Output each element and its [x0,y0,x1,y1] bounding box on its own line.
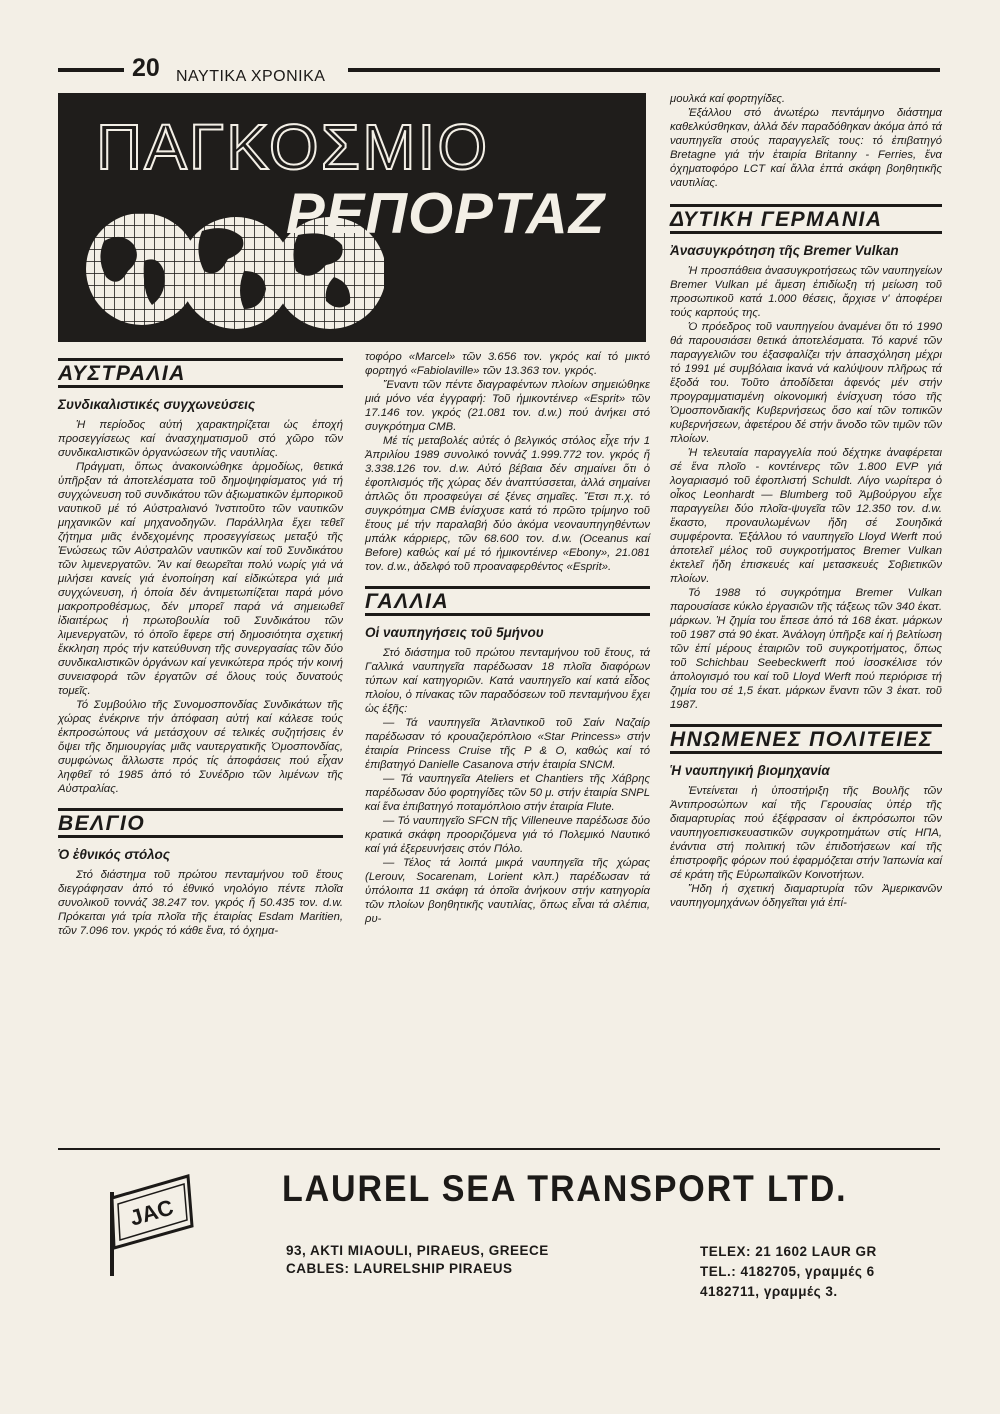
paragraph: Ἤδη ἡ σχετική διαμαρτυρία τῶν Ἀμερικανῶν ναυπηγομηχάνων ὁδηγεῖται γιά ἐπί- [670,883,942,909]
subtitle-west-germany: Ἀνασυγκρότηση τῆς Bremer Vulkan [670,243,899,258]
jac-flag-logo-icon [92,1168,204,1280]
paragraph: Πράγματι, ὅπως ἀνακοινώθηκε ἁρμοδίως, θετικά ὑπῆρξαν τά ἀποτελέσματα τοῦ δημοψηφίσματος γιά τή συγχώνευση τοῦ συνδικάτου τῶν ἀξιωματικῶν ἐμπορικοῦ ναυτικοῦ μέ τό Αὐστραλιανό Ἰνστιτοῦτο τῶν ναυτικῶν μηχανικῶν καί μηχανοδηγῶν. Παράλληλα ἔχει τεθεῖ ζήτημα μιᾶς ἐνδεχομένης προσεγγίσεως μεταξύ τῆς Ἑνώσεως τῶν Αὐστραλῶν ναυτικῶν καί τοῦ Συνδικάτου τῶν λιμενεργατῶν. Ἄν καί θεωρεῖται πολύ νωρίς γιά νά μιλήσει κανείς γιά ἑνοποίηση καί εἰδικώτερα γιά μιά συγχώνευση, ἡ ὁποία δέν ἀντιμετωπίζεται παρά μόνο μακροπροθέσμως, δέν μπορεῖ παρά νά σημειωθεῖ ἰδιαιτέρως ἡ πρωτοβουλία τοῦ Συνδικάτου τῶν λιμενεργατῶν, τό ὁποῖο ἔφερε στή δημοσιότητα σχετική ἔκκληση πρός τήν κατεύθυνση τῆς συνεργασίας τῶν δύο συνδικαλιστικῶν ὀργάνων καί γενικώτερα πρός τήν κοινή συνεισφορά τῶν ἐργατῶν σέ ὅλους τούς δυνατούς τομεῖς. [58,461,343,697]
paragraph: Ἐξάλλου στό ἀνωτέρω πεντάμηνο διάστημα καθελκύσθηκαν, ἀλλά δέν παραδόθηκαν ἀκόμα ἀπό τά ναυπηγεῖα στούς παραγγελεῖς τους: τό ἐπιβατηγό Bretagne γιά τήν ἑταιρία Britanny - Ferries, ἕνα ὀχηματοφόρο LCT καί ἄλλα ἑπτά σκάφη βοηθητικῆς ναυτιλίας. [670,107,942,189]
column-2 [365,350,650,926]
ad-tel-line: 4182711, γραμμές 3. [700,1284,838,1299]
paragraph: Ὁ πρόεδρος τοῦ ναυπηγείου ἀναμένει ὅτι τό 1990 θά παρουσιάσει θετικά ἀποτελέσματα. Τό καρνέ τῶν παραγγελιῶν του ἐξασφαλίζει τήν ἀπασχόληση μέχρι τό 1991 μέ συμβόλαια ἱκανά νά καλύψουν πλῆρως τά ἔξοδά του. Τοῦτο ἀποδίδεται ἀφενός μέν στήν προγραμματισμένη οἰκονομική ἐνίσχυση τόσο τῆς Ὁμοσπονδιακῆς Κυβερνήσεως ὅσο καί τῶν τοπικῶν κυβερνήσεων, ἀφετέρου δέ στήν ἄνοδο τῶν τιμῶν τῶν πλοίων. [670,321,942,445]
section-title-australia: ΑΥΣΤΡΑΛΙΑ [58,358,343,388]
ad-telex: TELEX: 21 1602 LAUR GR [700,1244,877,1259]
section-title-belgium: ΒΕΛΓΙΟ [58,808,343,838]
paragraph: — Τά ναυπηγεῖα Ateliers et Chantiers τῆς Χάβρης παρέδωσαν δύο φορτηγίδες τῶν 50 μ. στήν ἑταιρία SNPL καί ἕνα ἐπιβατηγό ποταμόπλοιο στήν ἑταιρία Flute. [365,773,650,813]
subtitle-united-states: Ἡ ναυπηγική βιομηχανία [670,763,830,778]
column-3 [670,92,942,910]
page-number: 20 [132,54,160,82]
logo-text: JAC [126,1194,177,1231]
paragraph: Ἔναντι τῶν πέντε διαγραφέντων πλοίων σημειώθηκε μιά μόνο νέα ἐγγραφή: Τοῦ ἡμικοντέινερ «Esprit» τῶν 17.146 τον. γκρός (21.081 τον. d.w.) πού ἀνήκει στό συγκρότημα CMB. [365,379,650,433]
paragraph: τοφόρο «Marcel» τῶν 3.656 τον. γκρός καί τό μικτό φορτηγό «Fabiolaville» τῶν 13.363 τον. γκρός. [365,351,650,377]
ad-top-rule [58,1148,940,1150]
header-rule-left [58,68,124,72]
paragraph: Ἡ περίοδος αὐτή χαρακτηρίζεται ὡς ἐποχή προσεγγίσεως καί ἀνασχηματισμοῦ στό χῶρο τῶν συνδικαλιστικῶν ὀργανώσεων τῆς ναυτιλίας. [58,419,343,459]
ad-address [286,1242,549,1278]
paragraph: Τό 1988 τό συγκρότημα Bremer Vulkan παρουσίασε κύκλο ἐργασιῶν τῆς τάξεως τῶν 340 ἑκατ. μάρκων. Ἡ ζημία του ἔπεσε ἀπό τά 168 ἑκατ. μάρκων τοῦ 1987 στά 90 ἑκατ. Ἀνάλογη ὑπῆρξε καί ἡ βελτίωση τῶν ἐπί μέρους ἑταιριῶν τοῦ συγκροτήματος, ὅπως τοῦ Schichbau Seebeckwerft πού ἰσοσκέλισε τόν ἀπολογισμό του καί τοῦ Lloyd Werft πού περιόρισε τή ζημία του σέ 1,5 ἑκατ. μάρκων ἔναντι τῶν 3 ἑκατ. τοῦ 1987. [670,587,942,711]
paragraph: Μέ τίς μεταβολές αὐτές ὁ βελγικός στόλος εἶχε τήν 1 Ἀπριλίου 1989 συνολικό τοννάζ 1.999.772 τον. γκρός ἤ 3.338.126 τον. d.w. Αὐτό βέβαια δέν σημαίνει ὅτι ὁ ἐφοπλισμός τῆς χώρας δέν ἀναπτύσσεται, ἀλλά σημαίνει ἁπλῶς ὅτι προσφεύγει σέ ξένες σημαῖες. Ἔτσι π.χ. τό συγκρότημα CMB ἐνίσχυσε κατά τό πρῶτο τρίμηνο τοῦ ἔτους μέ τήν παραλαβή δύο ἀκόμα νεοναυπηγηθέντων μπάλκ κάρριερς, τῶν 68.600 τον. d.w. (Oceanus καί Before) καθώς καί μέ τό ἡμικοντέινερ «Ebony», 21.081 τον. d.w., ἀδελφό τοῦ προαναφερθέντος «Esprit». [365,435,650,573]
paragraph: — Τό ναυπηγεῖο SFCN τῆς Villeneuve παρέδωσε δύο κρατικά σκάφη προοριζόμενα γιά τό Πολεμικό Ναυτικό καί γιά ἐξερευνήσεις στόν Πόλο. [365,815,650,855]
section-title-united-states: ΗΝΩΜΕΝΕΣ ΠΟΛΙΤΕΙΕΣ [670,724,942,754]
ad-cables-line: CABLES: LAURELSHIP PIRAEUS [286,1261,513,1276]
subtitle-france: Οἱ ναυπηγήσεις τοῦ 5μήνου [365,625,544,640]
ad-tel-line: TEL.: 4182705, γραμμές 6 [700,1264,875,1279]
paragraph: Ἡ προσπάθεια ἀνασυγκροτήσεως τῶν ναυπηγείων Bremer Vulkan μέ ἄμεση ἐπιδίωξη τή μείωση τοῦ προσωπικοῦ κατά 1.000 θέσεις, ἄρχισε ν' ἀποφέρει τούς καρπούς της. [670,265,942,319]
paragraph: Ἡ τελευταία παραγγελία πού δέχτηκε ἀναφέρεται σέ ἕνα πλοῖο - κοντέινερς τῶν 1.800 EVP γιά λογαριασμό τοῦ ἐφοπλιστή Schuldt. Λίγο νωρίτερα ὁ οἶκος Leonhardt — Blumberg τοῦ Ἀμβούργου εἶχε παραγγείλει δύο πλοῖα-ψυγεῖα τῶν 12.350 τον. d.w. ἕκαστο, προναυλωμένων ἤδη σέ Σουηδικά συμφέροντα. Ἐξάλλου τό ναυπηγεῖο Lloyd Werft πού ἀποτελεῖ μέλος τοῦ συγκροτήματος Bremer Vulkan ἐκτελεῖ ἤδη ἐπισκευές καί μετασκευές Σοβιετικῶν πλοίων. [670,447,942,585]
ad-contact [700,1242,877,1302]
banner-title-line1: ΠΑΓΚΟΣΜΙΟ [96,111,490,183]
paragraph: Στό διάστημα τοῦ πρώτου πενταμήνου τοῦ ἔτους, τά Γαλλικά ναυπηγεῖα παρέδωσαν 18 πλοῖα διαφόρων τύπων καί κατηγοριῶν. Κατά ναυπηγεῖο καί κατά εἶδος πλοίου, ὁ πίνακας τῶν παραδόσεων τοῦ πενταμήνου ἔχει ὡς ἑξῆς: [365,647,650,715]
paragraph: Στό διάστημα τοῦ πρώτου πενταμήνου τοῦ ἔτους διεγράφησαν ἀπό τό ἐθνικό νηολόγιο πέντε πλοῖα συνολικοῦ τοννάζ 38.247 τον. γκρός ἤ 50.435 τον. d.w. Πρόκειται γιά τρία πλοῖα τῆς ἑταιρίας Esdam Maritien, τῶν 7.096 τον. γκρός τό κάθε ἕνα, τό ὀχημα- [58,869,343,937]
ad-company-name: LAUREL SEA TRANSPORT LTD. [282,1168,848,1209]
subtitle-belgium: Ὁ ἐθνικός στόλος [58,847,170,862]
banner-title-line2: ΡΕΠΟΡΤΑΖ [286,181,606,246]
paragraph: Τό Συμβούλιο τῆς Συνομοσπονδίας Συνδικάτων τῆς χώρας ἐνέκρινε τήν ἀπόφαση αὐτή καί κάλεσε τούς ἐκπροσώπους νά μετάσχουν σέ τελικές συζητήσεις ἐν ὄψει τῆς δημιουργίας μιᾶς ναυτεργατικῆς Ὁμοσπονδίας, συμφώνως ἄλλωστε πρός τίς ἀποφάσεις πού εἶχαν ληφθεῖ τό 1985 ἀπό τό Συνέδριο τῶν λιμένων τῆς Αὐστραλίας. [58,699,343,795]
subtitle-australia: Συνδικαλιστικές συγχωνεύσεις [58,397,256,412]
section-title-france: ΓΑΛΛΙΑ [365,586,650,616]
section-banner [58,93,646,342]
section-title-west-germany: ΔΥΤΙΚΗ ΓΕΡΜΑΝΙΑ [670,204,942,234]
magazine-name: ΝΑΥΤΙΚΑ ΧΡΟΝΙΚΑ [176,68,326,85]
column-1 [58,358,343,938]
paragraph: — Τά ναυπηγεῖα Ἀτλαντικοῦ τοῦ Σαίν Ναζαίρ παρέδωσαν τό κρουαζιερόπλοιο «Star Princess» στήν ἑταιρία Princess Cruise τῆς P & O, καθώς καί τό ἐπιβατηγό Danielle Casanova στήν ἑταιρία SNCM. [365,717,650,771]
paragraph: Ἐντείνεται ἡ ὑποστήριξη τῆς Βουλῆς τῶν Ἀντιπροσώπων καί τῆς Γερουσίας ὑπέρ τῆς διαμαρτυρίας πού ἐξέφρασαν οἱ ἐκπρόσωποι τῶν ναυπηγοεπισκευαστικῶν συγκροτημάτων στίς ΗΠΑ, ἐνάντια στή πολιτική τῶν ἐπιδοτήσεων καί τῆς ἐπιστροφῆς φόρων πού ἐφαρμόζεται στήν Ἰαπωνία καί σέ κράτη τῆς Εὐρωπαϊκῶν Κοινοτήτων. [670,785,942,881]
header-rule-right [348,68,940,72]
paragraph: — Τέλος τά λοιπά μικρά ναυπηγεῖα τῆς χώρας (Lerouv, Socarenam, Lorient κλπ.) παρέδωσαν τά ὑπόλοιπα 11 σκάφη τά ὁποῖα ἀνήκουν στήν κατηγορία τῶν πλοίων βοηθητικῆς ναυτιλίας, ὅπως εἶναι τά σλέπια, ρυ- [365,857,650,925]
ad-address-line: 93, AKTI MIAOULI, PIRAEUS, GREECE [286,1243,549,1258]
paragraph: μουλκά καί φορτηγίδες. [670,93,786,105]
